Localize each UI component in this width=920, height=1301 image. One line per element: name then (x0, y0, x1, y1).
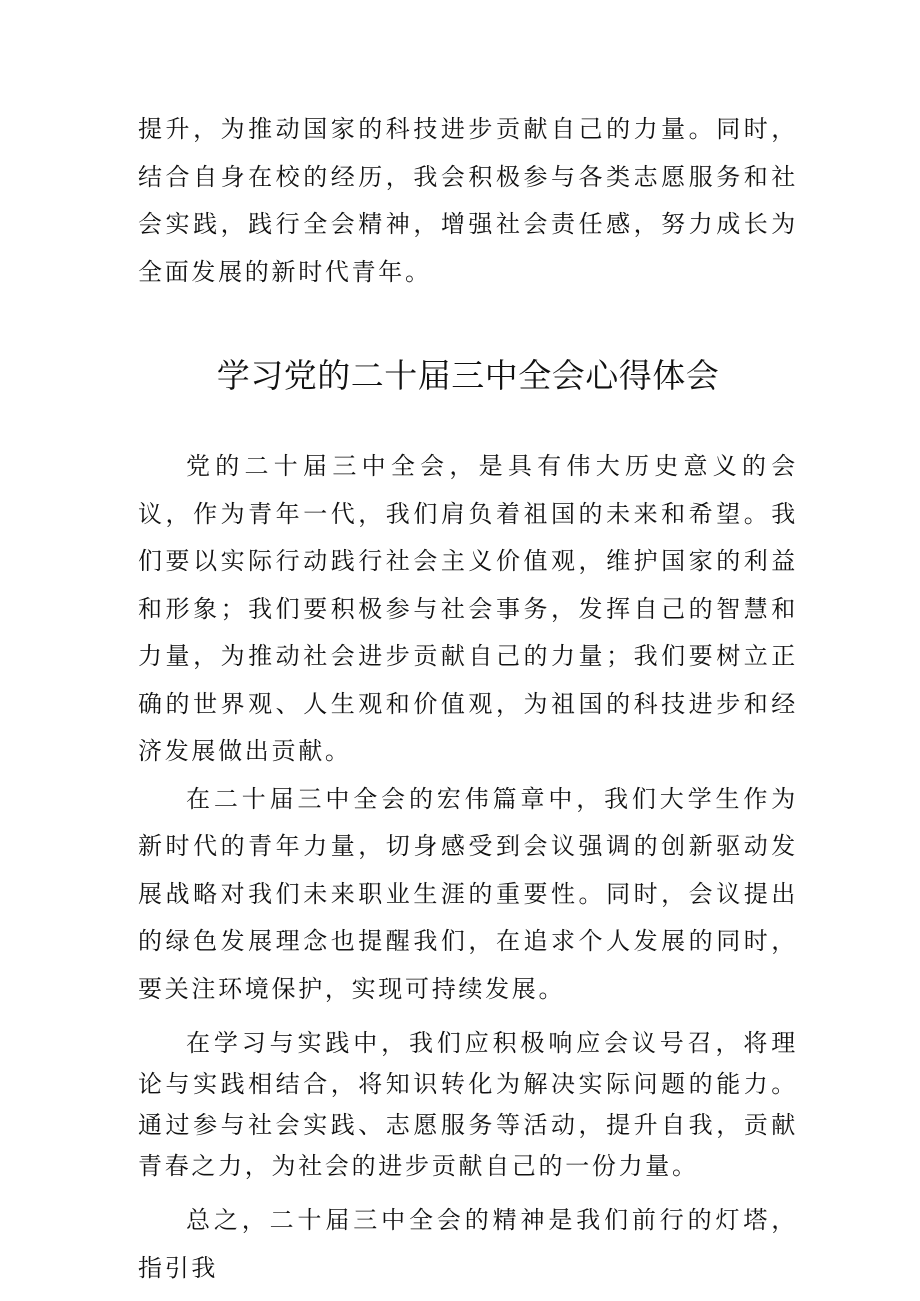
document-title: 学习党的二十届三中全会心得体会 (216, 356, 720, 395)
document-body (138, 106, 798, 1292)
continued-paragraph: 提升，为推动国家的科技进步贡献自己的力量。同时，结合自身在校的经历，我会积极参与各类志愿服务和社会实践，践行全会精神，增强社会责任感，努力成长为全面发展的新时代青年。 (138, 115, 798, 286)
body-paragraph-3: 在学习与实践中，我们应积极响应会议号召，将理论与实践相结合，将知识转化为解决实际问题的能力。通过参与社会实践、志愿服务等活动，提升自我，贡献青春之力，为社会的进步贡献自己的一份力量。 (138, 1029, 798, 1180)
body-paragraph-4: 总之，二十届三中全会的精神是我们前行的灯塔，指引我 (138, 1206, 798, 1282)
body-paragraph-2: 在二十届三中全会的宏伟篇章中，我们大学生作为新时代的青年力量，切身感受到会议强调的创新驱动发展战略对我们未来职业生涯的重要性。同时，会议提出的绿色发展理念也提醒我们，在追求个人发展的同时，要关注环境保护，实现可持续发展。 (138, 784, 798, 1003)
body-paragraph-1: 党的二十届三中全会，是具有伟大历史意义的会议，作为青年一代，我们肩负着祖国的未来和希望。我们要以实际行动践行社会主义价值观，维护国家的利益和形象；我们要积极参与社会事务，发挥自己的智慧和力量，为推动社会进步贡献自己的力量；我们要树立正确的世界观、人生观和价值观，为祖国的科技进步和经济发展做出贡献。 (138, 452, 798, 765)
